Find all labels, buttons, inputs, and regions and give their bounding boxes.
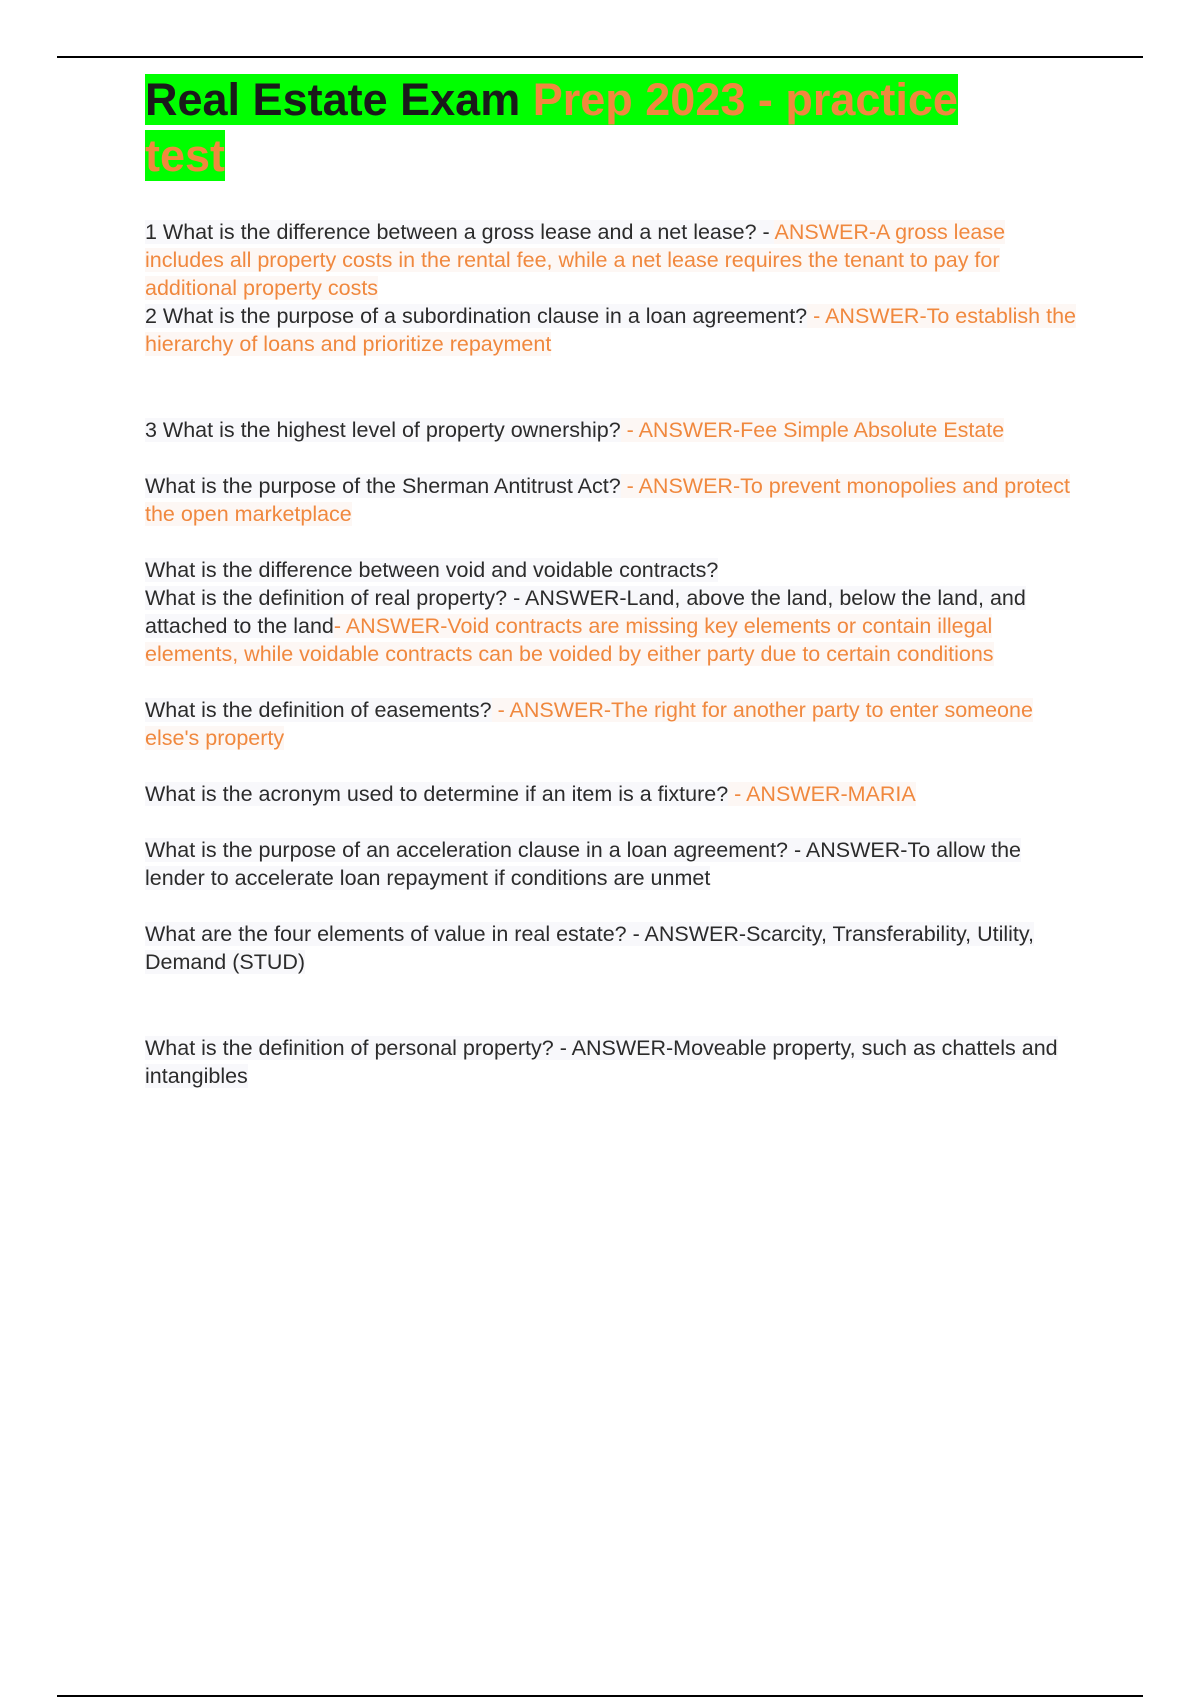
qa-item-8 (145, 836, 1085, 892)
question-answer-text: What are the four elements of value in real estate? - ANSWER-Scarcity, Transferability, Utility, Demand (STUD) (145, 922, 1034, 974)
title-highlight-part: Prep 2023 - practice test (145, 74, 958, 181)
qa-item-4 (145, 472, 1085, 528)
document-title (145, 72, 1025, 184)
qa-item-3 (145, 416, 1085, 444)
spacer (145, 358, 1085, 416)
answer: ANSWER-A gross lease includes all property costs in the rental fee, while a net lease requires the tenant to pay for additional property costs (145, 220, 1006, 300)
qa-item-5 (145, 556, 1085, 668)
answer: - ANSWER-Void contracts are missing key elements or contain illegal elements, while voidable contracts can be voided by either party due to certain conditions (145, 614, 994, 666)
answer: - ANSWER-To establish the hierarchy of loans and prioritize repayment (145, 304, 1077, 356)
answer: - ANSWER-MARIA (728, 782, 916, 806)
question-answer-text: What is the purpose of an acceleration clause in a loan agreement? - ANSWER-To allow the lender to accelerate loan repayment if conditions are unmet (145, 838, 1021, 890)
answer: - ANSWER-Fee Simple Absolute Estate (620, 418, 1005, 442)
answer: - ANSWER-To prevent monopolies and protect the open marketplace (145, 474, 1070, 526)
qa-item-10 (145, 1034, 1085, 1090)
top-rule (57, 56, 1143, 58)
question-answer-text: What is the definition of personal property? - ANSWER-Moveable property, such as chattels and intangibles (145, 1036, 1058, 1088)
bottom-rule (57, 1695, 1143, 1697)
qa-item-9 (145, 920, 1085, 976)
question: What is the definition of easements? (145, 698, 492, 722)
spacer (145, 528, 1085, 556)
spacer (145, 976, 1085, 1034)
question: 1 What is the difference between a gross lease and a net lease? - (145, 220, 775, 244)
question: 3 What is the highest level of property ownership? (145, 418, 621, 442)
spacer (145, 668, 1085, 696)
spacer (145, 808, 1085, 836)
question-secondary: What is the definition of real property? - ANSWER-Land, above the land, below the land, and attached to the land (145, 586, 1026, 638)
question: What is the difference between void and voidable contracts? (145, 558, 719, 582)
qa-item-2 (145, 302, 1085, 358)
question: What is the acronym used to determine if an item is a fixture? (145, 782, 729, 806)
question: 2 What is the purpose of a subordination clause in a loan agreement? (145, 304, 808, 328)
title-dark-part: Real Estate Exam (145, 74, 533, 125)
document-body (145, 72, 1085, 1090)
spacer (145, 892, 1085, 920)
qa-item-7 (145, 780, 1085, 808)
spacer (145, 444, 1085, 472)
qa-item-6 (145, 696, 1085, 752)
spacer (145, 752, 1085, 780)
question: What is the purpose of the Sherman Antitrust Act? (145, 474, 621, 498)
answer: - ANSWER-The right for another party to enter someone else's property (145, 698, 1033, 750)
qa-item-1 (145, 218, 1085, 302)
